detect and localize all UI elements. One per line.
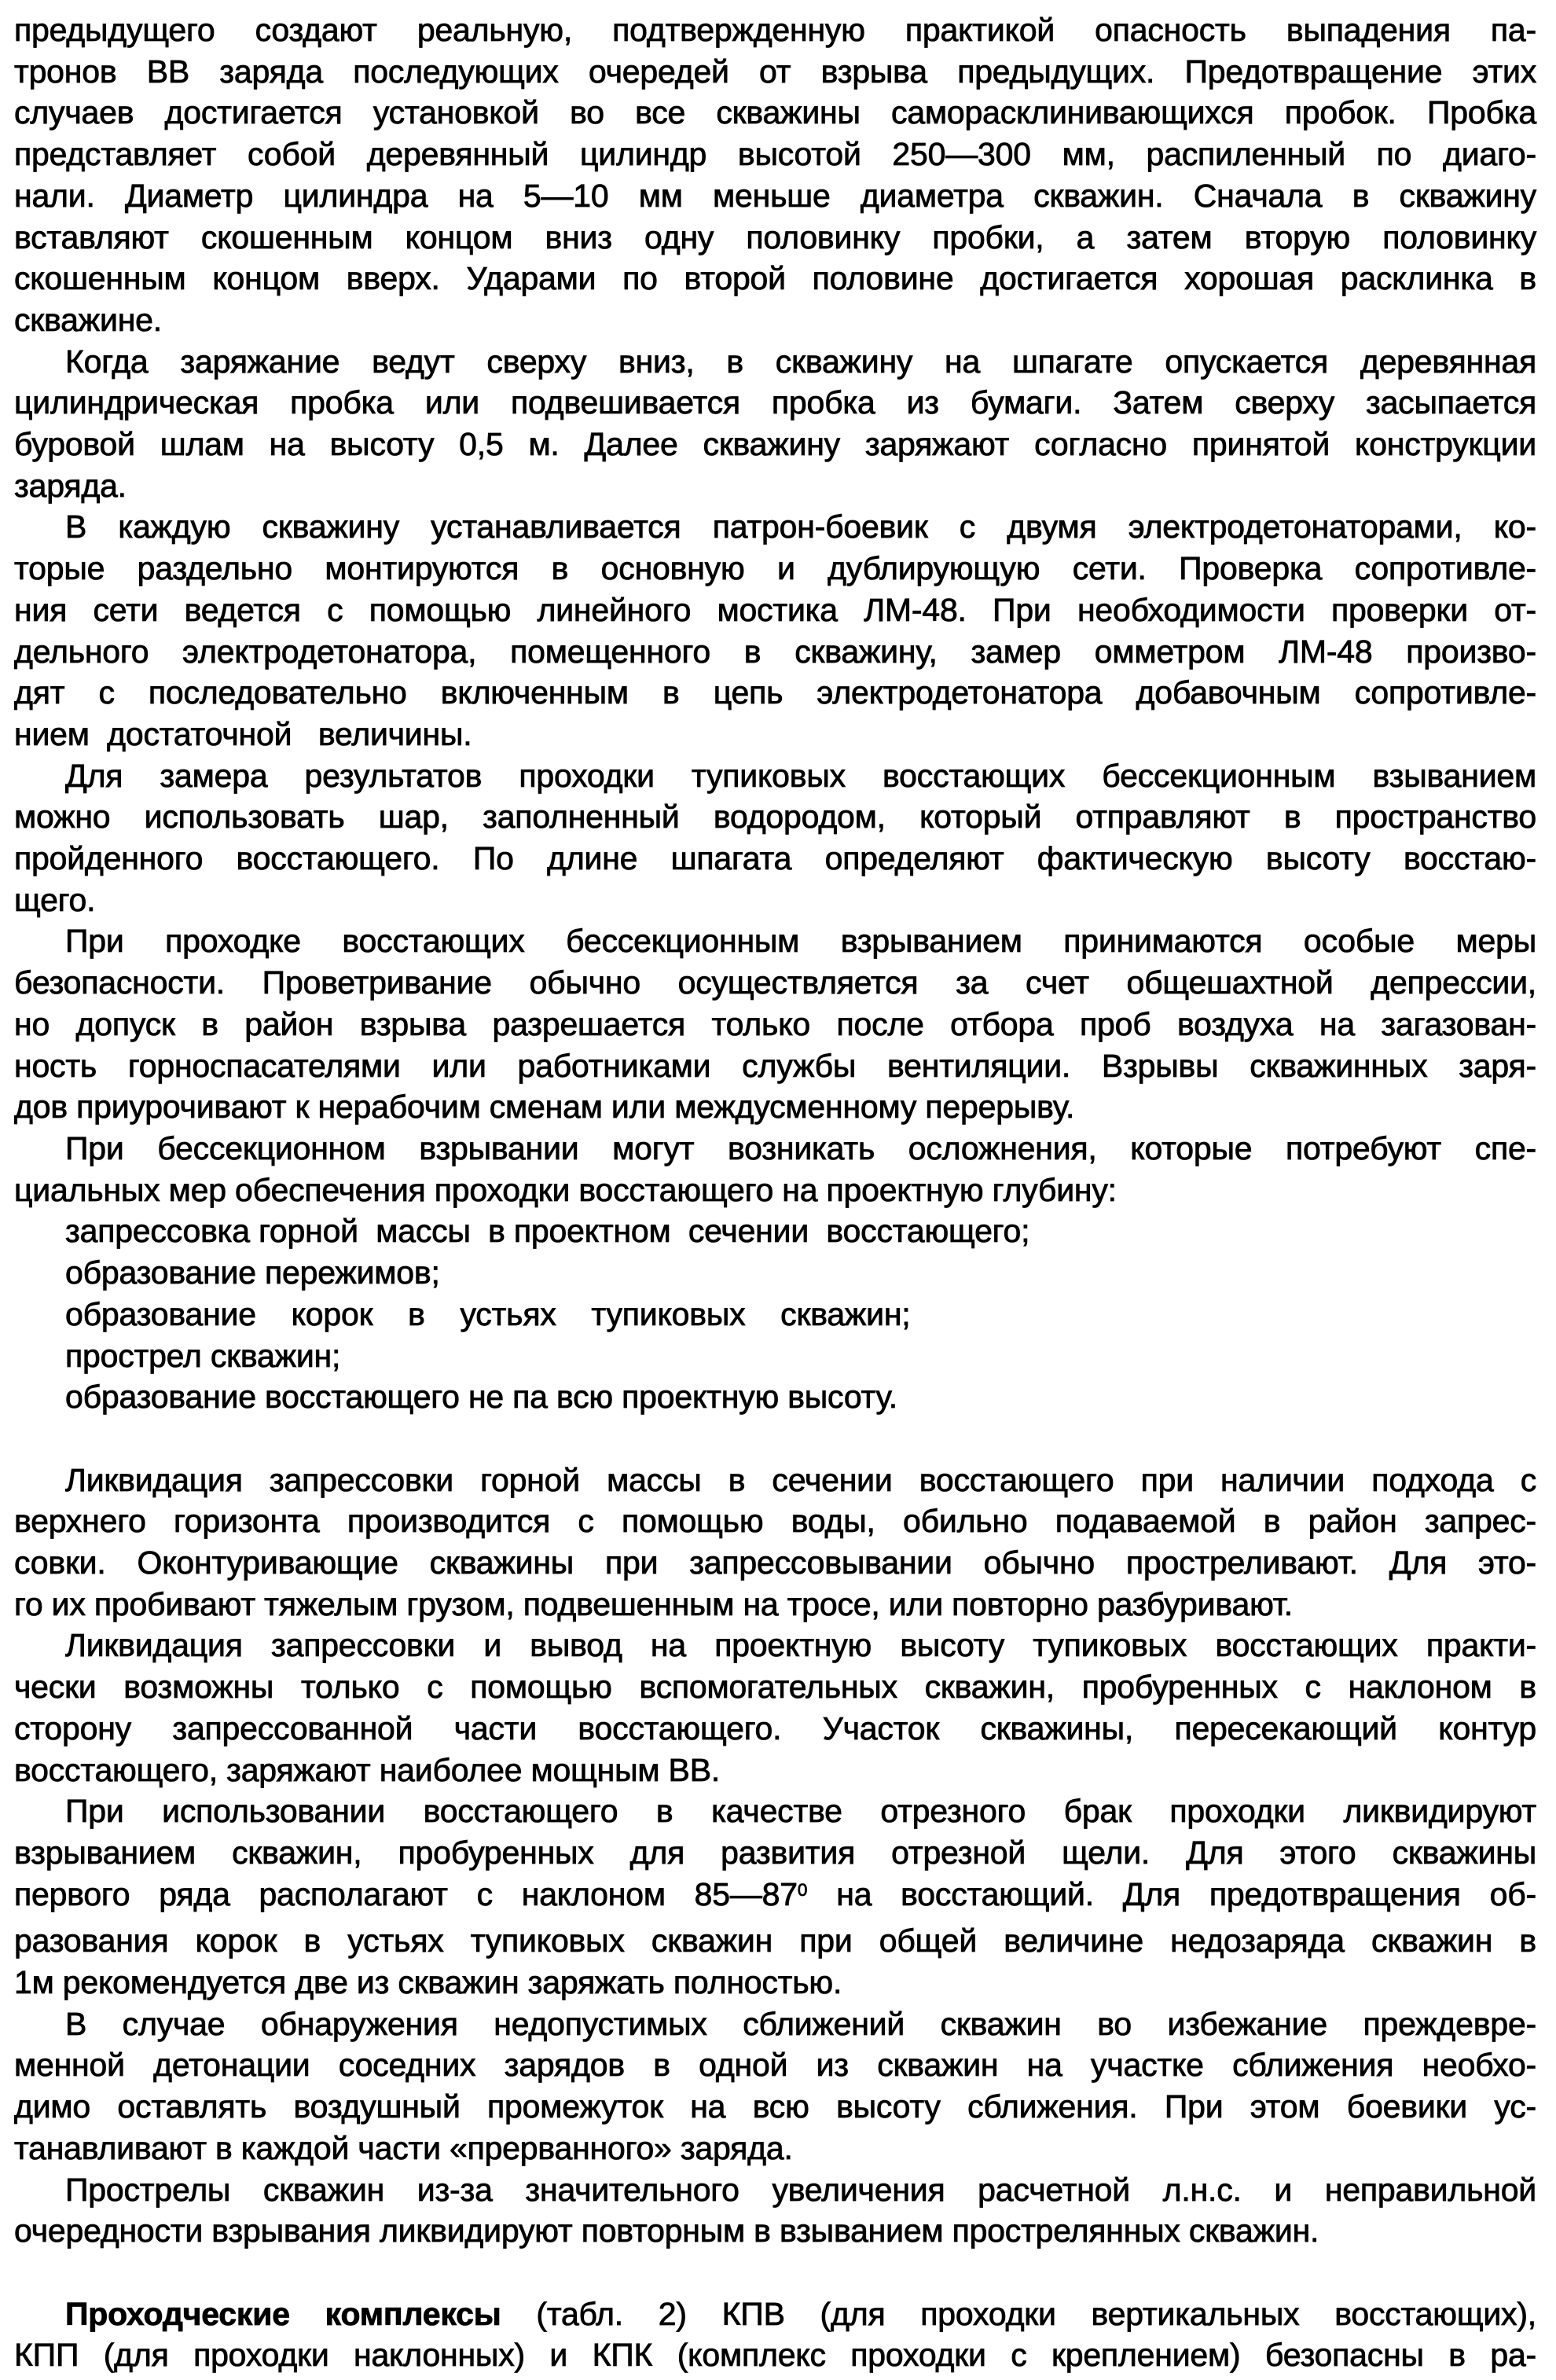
paragraph [14,2294,1536,2376]
text-line: скважине. [14,301,162,338]
text-line: тронов ВВ заряда последующих очередей от взрыва предыдущих. Предотвращение этих [14,53,1536,90]
text-line: очередности взрывания ликвидируют повторным в взыванием прострелянных скважин. [14,2213,1319,2250]
text-line: Ликвидация запрессовки и вывод на проектную высоту тупиковых восстающих практи- [65,1627,1536,1664]
paragraph [14,755,1536,921]
text-line: пройденного восстающего. По длине шпагата определяют фактическую высоту восстаю- [14,840,1536,877]
text-line: можно использовать шар, заполненный водородом, который отправляют в пространство [14,799,1536,836]
text-line: Ликвидация запрессовки горной массы в сечении восстающего при наличии подхода с [65,1461,1536,1498]
text-line: дов приурочивают к нерабочим сменам или междусменному перерыву. [14,1089,1075,1126]
paragraph [14,1210,1536,1418]
text-line: совки. Оконтуривающие скважины при запрессовывании обычно простреливают. Для это- [14,1544,1536,1581]
paragraph [14,341,1536,507]
text-line: цилиндрическая пробка или подвешивается пробка из бумаги. Затем сверху засыпается [14,384,1536,421]
text-line: образование восстающего не па всю проектную высоту. [65,1379,897,1416]
text-line: КПП (для проходки наклонных) и КПК (комплекс проходки с креплением) безопасны в ра- [14,2337,1536,2374]
text-line: скошенным концом вверх. Ударами по второй половине достигается хорошая расклинка в [14,260,1536,297]
text-line: запрессовка горной массы в проектном сечении восстающего; [65,1213,1030,1250]
text-line: нали. Диаметр цилиндра на 5—10 мм меньше диаметра скважин. Сначала в скважину [14,177,1536,214]
text-line: торые раздельно монтируются в основную и дублирующую сети. Проверка сопротивле- [14,550,1536,587]
text-line: При использовании восстающего в качестве отрезного брак проходки ликвидируют [65,1793,1536,1830]
text-line: менной детонации соседних зарядов в одной из скважин на участке сближения необхо- [14,2047,1536,2084]
text-line: ность горноспасателями или работниками службы вентиляции. Взрывы скважинных заря- [14,1047,1536,1084]
paragraph [14,2169,1536,2252]
bold-run: Проходческие комплексы [65,2295,501,2332]
text-line: первого ряда располагают с наклоном $85—87^0$ на восстающий. Для предотвращения об- [14,1875,1536,1912]
text-line: буровой шлам на высоту 0,5 м. Далее скважину заряжают согласно принятой конструкции [14,426,1536,463]
paragraph [14,506,1536,755]
text-line: взрыванием скважин, пробуренных для развития отрезной щели. Для этого скважины [14,1834,1536,1871]
paragraph [14,1128,1536,1210]
text-line: дят с последовательно включенным в цепь электродетонатора добавочным сопротивле- [14,674,1536,711]
paragraph [14,1460,1536,1625]
text-line: безопасности. Проветривание обычно осуществляется за счет общешахтной депрессии, [14,964,1536,1001]
text-line: димо оставлять воздушный промежуток на всю высоту сближения. При этом боевики ус- [14,2088,1536,2125]
text-line: го их пробивают тяжелым грузом, подвешенным на тросе, или повторно разбуривают. [14,1585,1293,1622]
text-line: но допуск в район взрыва разрешается только после отбора проб воздуха на загазован- [14,1005,1536,1042]
text-line: Для замера результатов проходки тупиковых восстающих бессекционным взыванием [65,757,1536,794]
text-line: образование пережимов; [65,1254,440,1291]
text-line: В случае обнаружения недопустимых сближений скважин во избежание преждевре- [65,2005,1536,2042]
text-line: Когда заряжание ведут сверху вниз, в скважину на шпагате опускается деревянная [65,343,1536,380]
text-line: Прострелы скважин из-за значительного увеличения расчетной л.н.с. и неправильной [65,2171,1536,2208]
text-line: 1м рекомендуется две из скважин заряжать полностью. [14,1964,842,2001]
text-line: случаев достигается установкой во все скважины саморасклинивающихся пробок. Пробка [14,94,1536,131]
text-line: При проходке восстающих бессекционным взрыванием принимаются особые меры [65,923,1536,960]
text-line: предыдущего создают реальную, подтвержденную практикой опасность выпадения па- [14,12,1536,48]
text-line: прострел скважин; [65,1337,341,1374]
text-line: При бессекционном взрывании могут возникать осложнения, которые потребуют спе- [65,1129,1536,1166]
superscript-degree: 0 [797,1880,808,1901]
text-line: вставляют скошенным концом вниз одну половинку пробки, а затем вторую половинку [14,219,1536,255]
paragraph [14,9,1536,341]
paragraph [14,1791,1536,2004]
text-line: верхнего горизонта производится с помощью воды, обильно подаваемой в район запрес- [14,1503,1536,1540]
text-line: Проходческие комплексы (табл. 2) КПВ (для проходки вертикальных восстающих), [65,2295,1536,2332]
text-line: образование корок в устьях тупиковых скважин; [65,1295,911,1332]
paragraph [14,2004,1536,2169]
text-line: дельного электродетонатора, помещенного в скважину, замер омметром ЛМ-48 произво- [14,633,1536,670]
text-line: циальных мер обеспечения проходки восстающего на проектную глубину: [14,1171,1117,1208]
text-line: представляет собой деревянный цилиндр высотой 250—300 мм, распиленный по диаго- [14,136,1536,173]
paragraph [14,1625,1536,1791]
text-line: танавливают в каждой части «прерванного» заряда. [14,2129,793,2166]
text-line: В каждую скважину устанавливается патрон-боевик с двумя электродетонаторами, ко- [65,509,1536,545]
text-line: нием достаточной величины. [14,715,472,752]
text-line: щего. [14,881,96,918]
text-line: разования корок в устьях тупиковых скважин при общей величине недозаряда скважин в [14,1923,1536,1959]
text-line: восстающего, заряжают наиболее мощным ВВ. [14,1751,721,1788]
text-line: ния сети ведется с помощью линейного мостика ЛМ-48. При необходимости проверки от- [14,591,1536,628]
blank-line [14,2252,1536,2294]
text-line: сторону запрессованной части восстающего. Участок скважины, пересекающий контур [14,1710,1536,1746]
blank-line [14,1418,1536,1460]
paragraph [14,920,1536,1128]
text-line: чески возможны только с помощью вспомогательных скважин, пробуренных с наклоном в [14,1669,1536,1706]
text-line: заряда. [14,467,127,504]
